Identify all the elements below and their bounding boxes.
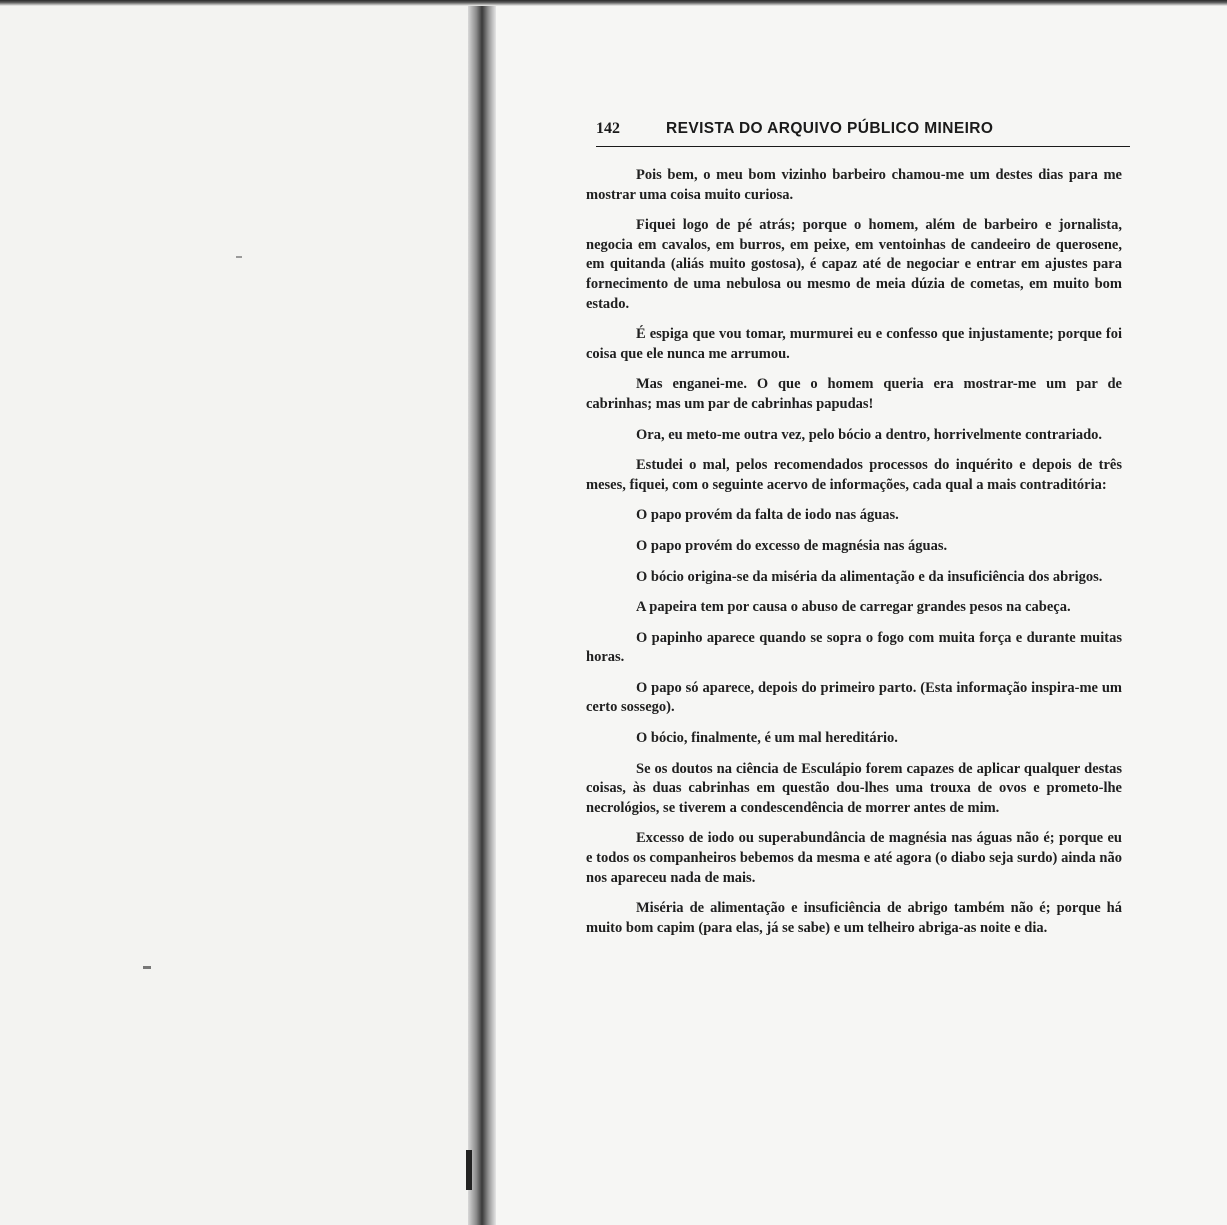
- list-item: O bócio origina-se da miséria da alimentação e da insuficiência dos abrigos.: [636, 568, 1103, 585]
- paragraph: Fiquei logo de pé atrás; porque o homem, além de barbeiro e jornalista, negocia em cavalos, em burros, em peixe, em ventoinhas de candeeiro de querosene, em quitanda (aliás muito gostosa), é capaz até de negociar e entrar em ajustes para fornecimento de uma nebulosa ou mesmo de meia dúzia de cometas, em muito bom estado.: [586, 217, 1122, 312]
- scan-speck: [236, 256, 242, 258]
- paragraph: Ora, eu meto-me outra vez, pelo bócio a dentro, horrivelmente contrariado.: [636, 426, 1103, 443]
- paragraph: Se os doutos na ciência de Esculápio forem capazes de aplicar qualquer destas coisas, às duas cabrinhas em questão dou-lhes uma trouxa de ovos e prometo-lhe necrológios, se tiverem a condescendência de morrer antes de mim.: [586, 760, 1122, 816]
- list-item: O papo só aparece, depois do primeiro parto. (Esta informação inspira-me um certo sossego).: [586, 679, 1122, 716]
- paragraph: Pois bem, o meu bom vizinho barbeiro chamou-me um destes dias para me mostrar uma coisa muito curiosa.: [586, 167, 1122, 203]
- scan-speck: [143, 966, 151, 969]
- gutter-shadow: [466, 1150, 472, 1190]
- list-item: O papinho aparece quando se sopra o fogo com muita força e durante muitas horas.: [586, 629, 1122, 666]
- paragraph: Estudei o mal, pelos recomendados processos do inquérito e depois de três meses, fiquei, com o seguinte acervo de informações, cada qual a mais contraditória:: [586, 457, 1122, 493]
- paragraph: Mas enganei-me. O que o homem queria era mostrar-me um par de cabrinhas; mas um par de cabrinhas papudas!: [586, 376, 1122, 412]
- page-number: 142: [596, 120, 620, 137]
- list-item: O papo provém da falta de iodo nas águas.: [636, 507, 899, 524]
- body-text: [586, 166, 1122, 949]
- paragraph: Excesso de iodo ou superabundância de magnésia nas águas não é; porque eu e todos os companheiros bebemos da mesma e até agora (o diabo seja surdo) ainda não nos apareceu nada de mais.: [586, 830, 1122, 886]
- list-item: O papo provém do excesso de magnésia nas águas.: [636, 537, 948, 554]
- paragraph: Miséria de alimentação e insuficiência de abrigo também não é; porque há muito bom capim (para elas, já se sabe) e um telheiro abriga-as noite e dia.: [586, 900, 1122, 936]
- book-gutter: [468, 6, 496, 1225]
- list-item: A papeira tem por causa o abuso de carregar grandes pesos na cabeça.: [636, 599, 1071, 616]
- page-header: [596, 118, 1130, 147]
- left-page-blank: [0, 6, 470, 1225]
- running-title: REVISTA DO ARQUIVO PÚBLICO MINEIRO: [666, 120, 994, 137]
- list-item: O bócio, finalmente, é um mal hereditário.: [636, 730, 898, 747]
- paragraph: É espiga que vou tomar, murmurei eu e confesso que injustamente; porque foi coisa que ele nunca me arrumou.: [586, 326, 1122, 362]
